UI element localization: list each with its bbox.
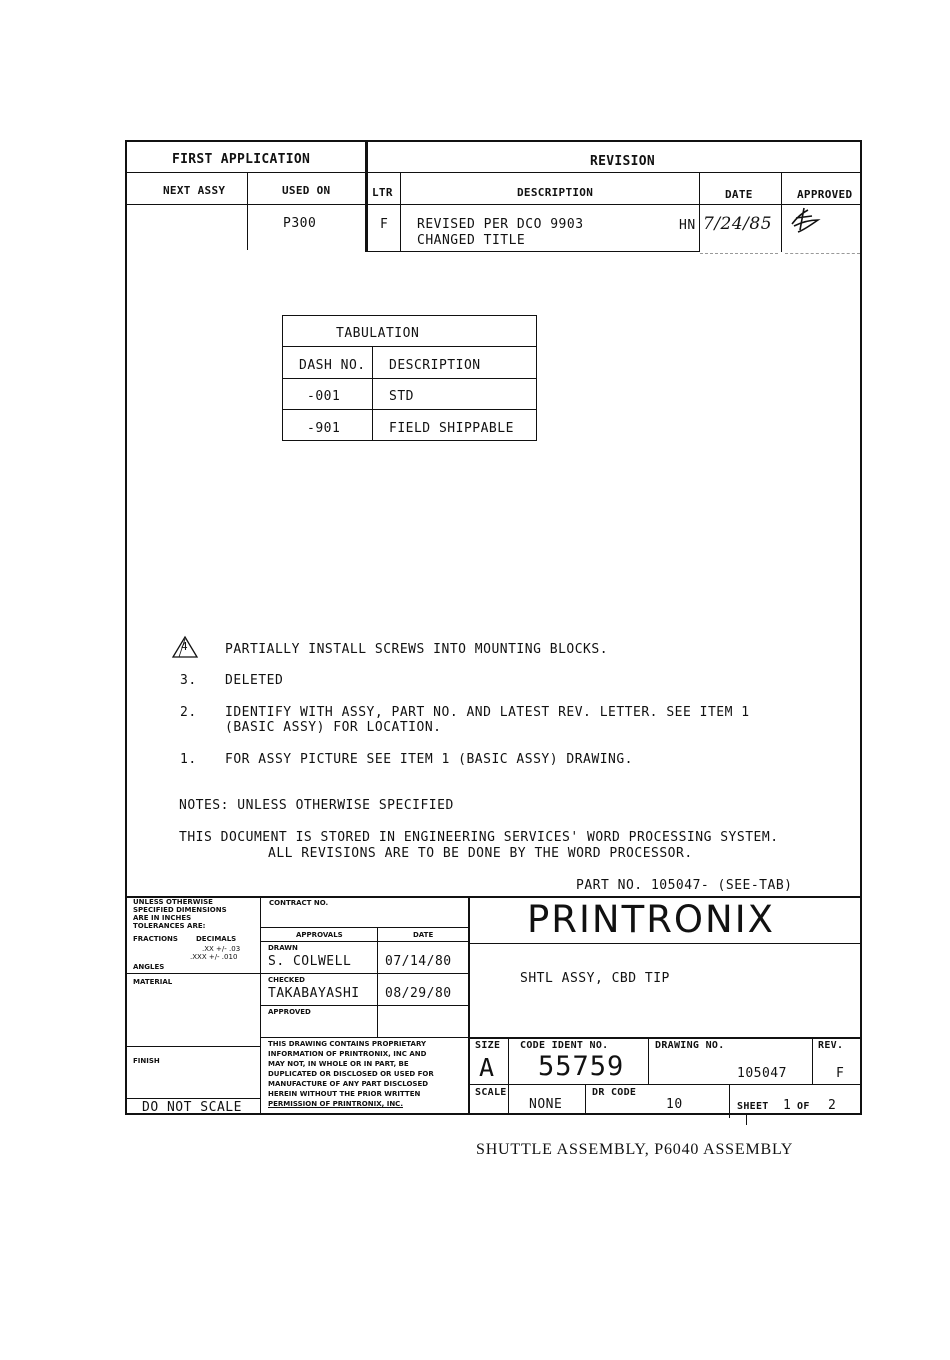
storage-note-1: THIS DOCUMENT IS STORED IN ENGINEERING SERVICES' WORD PROCESSING SYSTEM. — [179, 830, 779, 845]
rev-column-rule — [127, 204, 861, 205]
tick-mark — [746, 1114, 747, 1125]
first-application-title: FIRST APPLICATION — [172, 152, 311, 167]
proprietary-line: PERMISSION OF PRINTRONIX, INC. — [268, 1100, 403, 1108]
proprietary-line: MAY NOT, IN WHOLE OR IN PART, BE — [268, 1060, 409, 1068]
sheet-value: 1 — [783, 1098, 792, 1113]
ltr-value: F — [380, 217, 389, 232]
tolerance-line: UNLESS OTHERWISE — [133, 898, 213, 906]
dr-code-label: DR CODE — [592, 1087, 637, 1098]
revision-initials: HN — [679, 218, 696, 233]
tab-row-dash: -901 — [307, 421, 341, 436]
col-description: DESCRIPTION — [517, 186, 594, 199]
drawing-no-value: 105047 — [737, 1066, 787, 1081]
proprietary-line: MANUFACTURE OF ANY PART DISCLOSED — [268, 1080, 429, 1088]
tb-col-line — [468, 896, 470, 1114]
rev-value: F — [836, 1066, 845, 1081]
decimal-xxx: .XXX +/- .010 — [190, 953, 238, 961]
tab-rule — [282, 346, 537, 347]
tb-col-line — [508, 1037, 509, 1114]
tb-col-line — [729, 1084, 730, 1118]
approvals-label: APPROVALS — [296, 931, 343, 939]
drawing-frame — [125, 140, 862, 1115]
checked-label: CHECKED — [268, 976, 305, 984]
note3-text: DELETED — [225, 673, 284, 688]
col-date: DATE — [725, 188, 753, 201]
sheet-total: 2 — [828, 1098, 837, 1113]
finish-label: FINISH — [133, 1057, 160, 1065]
approval-signature-icon — [786, 206, 826, 236]
decimal-xx: .XX +/- .03 — [202, 945, 241, 953]
tb-col-line — [648, 1037, 649, 1084]
tabulation-title: TABULATION — [336, 326, 420, 341]
revision-date: 7/24/85 — [703, 214, 773, 234]
col-next-assy: NEXT ASSY — [163, 184, 226, 197]
note4-text: PARTIALLY INSTALL SCREWS INTO MOUNTING BLOCKS. — [225, 642, 609, 657]
revision-description-2: CHANGED TITLE — [417, 233, 526, 248]
rev-col-line — [699, 172, 700, 252]
tab-col-desc: DESCRIPTION — [389, 358, 481, 373]
drawing-no-label: DRAWING NO. — [655, 1040, 725, 1051]
checked-by: TAKABAYASHI — [268, 986, 360, 1001]
tb-rule — [127, 1098, 261, 1099]
note2-text-2: (BASIC ASSY) FOR LOCATION. — [225, 720, 442, 735]
col-used-on: USED ON — [282, 184, 331, 197]
tb-rule — [469, 1037, 861, 1039]
proprietary-line: HEREIN WITHOUT THE PRIOR WRITTEN — [268, 1090, 421, 1098]
tb-col-line — [812, 1037, 813, 1084]
tb-rule — [469, 943, 861, 944]
tb-rule — [261, 1005, 468, 1006]
tab-row-dash: -001 — [307, 389, 341, 404]
note1-number: 1. — [180, 752, 197, 767]
decimals-label: DECIMALS — [196, 935, 237, 943]
rev-col-line — [400, 172, 401, 251]
tolerance-line: TOLERANCES ARE: — [133, 922, 206, 930]
contract-no-label: CONTRACT NO. — [269, 899, 329, 907]
approved-label: APPROVED — [268, 1008, 311, 1016]
used-on-value: P300 — [283, 216, 317, 231]
tb-col-line — [377, 927, 378, 1037]
tab-rule — [282, 409, 537, 410]
tolerance-line: ARE IN INCHES — [133, 914, 192, 922]
do-not-scale: DO NOT SCALE — [142, 1100, 242, 1115]
checked-date: 08/29/80 — [385, 986, 452, 1001]
tb-rule — [469, 1084, 861, 1085]
date-label: DATE — [413, 931, 434, 939]
note2-number: 2. — [180, 705, 197, 720]
revision-title: REVISION — [590, 154, 656, 169]
faint-rule — [785, 253, 860, 254]
dr-code-value: 10 — [666, 1097, 683, 1112]
size-value: A — [479, 1053, 495, 1082]
storage-note-2: ALL REVISIONS ARE TO BE DONE BY THE WORD PROCESSOR. — [268, 846, 693, 861]
figure-caption: SHUTTLE ASSEMBLY, P6040 ASSEMBLY — [476, 1141, 794, 1158]
note4-number: 4 — [181, 640, 189, 653]
scale-label: SCALE — [475, 1087, 507, 1098]
proprietary-line: INFORMATION OF PRINTRONIX, INC AND — [268, 1050, 427, 1058]
tb-rule — [261, 1037, 468, 1038]
drawing-title: SHTL ASSY, CBD TIP — [520, 971, 670, 986]
drawn-label: DRAWN — [268, 944, 298, 952]
tolerance-line: SPECIFIED DIMENSIONS — [133, 906, 227, 914]
material-label: MATERIAL — [133, 978, 173, 986]
rev-divider — [365, 142, 368, 252]
rev-header-rule — [127, 172, 861, 173]
note1-text: FOR ASSY PICTURE SEE ITEM 1 (BASIC ASSY) DRAWING. — [225, 752, 634, 767]
note2-text-1: IDENTIFY WITH ASSY, PART NO. AND LATEST REV. LETTER. SEE ITEM 1 — [225, 705, 750, 720]
tab-row-desc: FIELD SHIPPABLE — [389, 421, 514, 436]
company-logo: PRINTRONIX — [527, 898, 775, 941]
angles-label: ANGLES — [133, 963, 165, 971]
tb-rule — [261, 927, 468, 928]
sheet-label: SHEET — [737, 1101, 769, 1112]
faint-rule — [700, 253, 778, 254]
rev-label: REV. — [818, 1040, 844, 1051]
size-label: SIZE — [475, 1040, 501, 1051]
tb-col-line — [585, 1084, 586, 1114]
proprietary-line: DUPLICATED OR DISCLOSED OR USED FOR — [268, 1070, 434, 1078]
rev-row-rule — [366, 251, 699, 252]
code-ident-label: CODE IDENT NO. — [520, 1040, 609, 1051]
col-ltr: LTR — [372, 186, 393, 199]
tb-rule — [261, 941, 468, 942]
revision-description-1: REVISED PER DCO 9903 — [417, 217, 584, 232]
drawn-date: 07/14/80 — [385, 954, 452, 969]
rev-col-line — [781, 172, 782, 252]
code-ident-value: 55759 — [538, 1051, 625, 1082]
notes-heading: NOTES: UNLESS OTHERWISE SPECIFIED — [179, 798, 454, 813]
part-number: PART NO. 105047- (SEE-TAB) — [576, 878, 793, 893]
tb-rule — [127, 973, 261, 974]
fractions-label: FRACTIONS — [133, 935, 178, 943]
col-approved: APPROVED — [797, 188, 853, 201]
scale-value: NONE — [529, 1097, 563, 1112]
note3-number: 3. — [180, 673, 197, 688]
tab-rule — [282, 378, 537, 379]
of-label: OF — [797, 1101, 810, 1112]
tb-rule — [261, 973, 468, 974]
proprietary-line: THIS DRAWING CONTAINS PROPRIETARY — [268, 1040, 427, 1048]
tab-row-desc: STD — [389, 389, 414, 404]
tab-col-dash: DASH NO. — [299, 358, 366, 373]
drawn-by: S. COLWELL — [268, 954, 352, 969]
tab-col-line — [372, 346, 373, 440]
tb-rule — [127, 1046, 261, 1047]
rev-col-line — [247, 172, 248, 250]
